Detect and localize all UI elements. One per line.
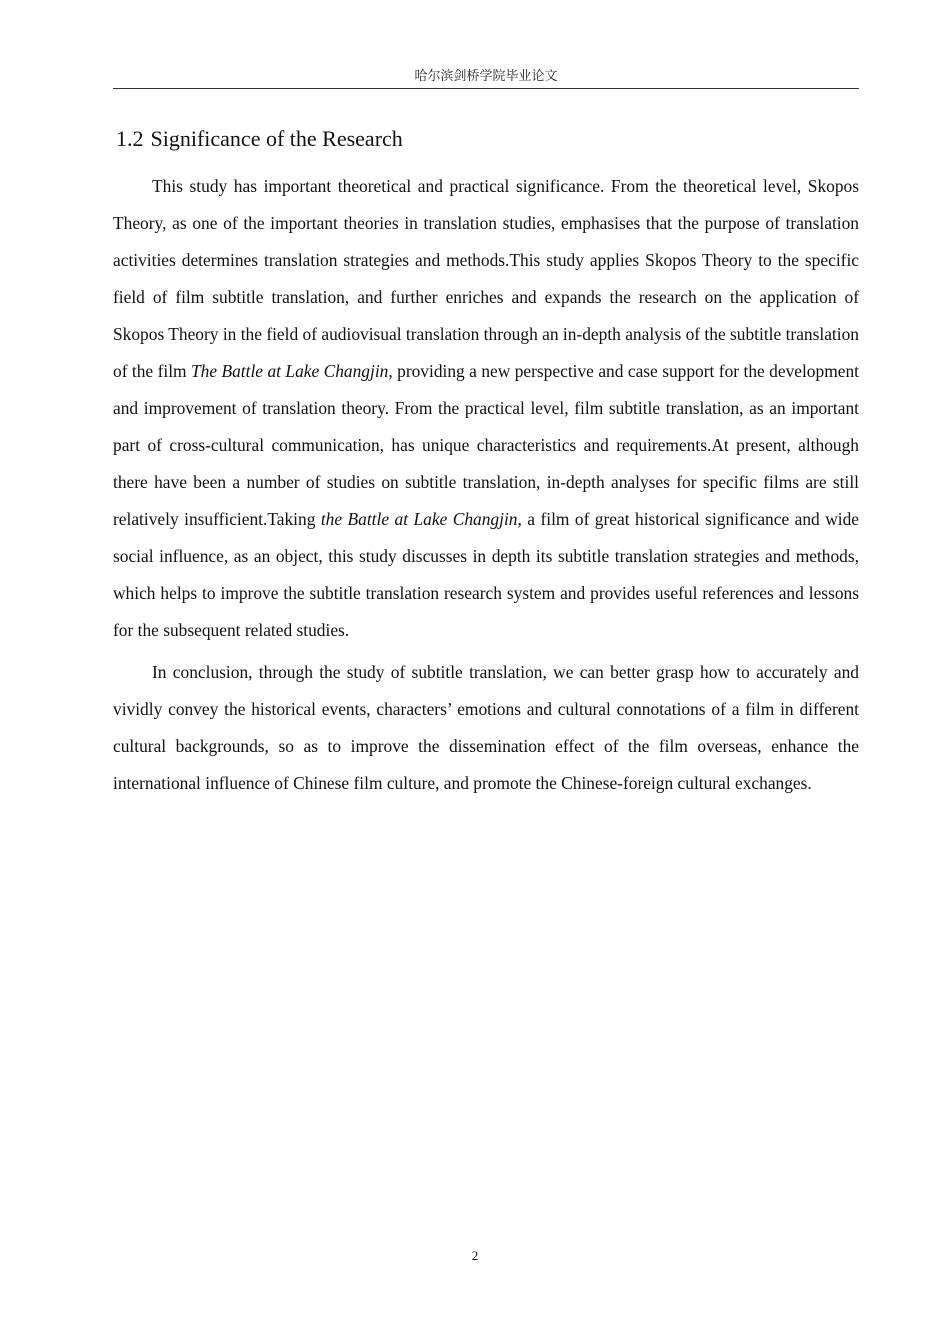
section-number: 1.2 [116, 126, 144, 151]
paragraph-text: , a film of great historical significance and wide social influence, as an object, this study discusses in depth its subtitle translation strategies and methods, which helps to improve the subtitle translation research system and provides useful references and lessons for the subsequent related studies. [113, 509, 859, 640]
header-divider [113, 88, 859, 89]
paragraph-text: This study has important theoretical and practical significance. From the theoretical level, Skopos Theory, as one of the important theories in translation studies, emphasises that the purpose of translation activities determines translation strategies and methods.This study applies Skopos Theory to the specific field of film subtitle translation, and further enriches and expands the research on the application of Skopos Theory in the field of audiovisual translation through an in-depth analysis of the subtitle translation of the film [113, 176, 859, 381]
page-number: 2 [471, 1248, 479, 1263]
film-title: The Battle at Lake Changjin [190, 361, 389, 381]
running-header: 哈尔滨剑桥学院毕业论文 [414, 68, 558, 83]
paragraph-significance [113, 168, 859, 649]
section-title: Significance of the Research [150, 126, 403, 151]
body-text [113, 168, 859, 802]
section-heading [116, 124, 403, 154]
film-title: the Battle at Lake Changjin [320, 509, 518, 529]
paragraph-text: , providing a new perspective and case support for the development and improvement of translation theory. From the practical level, film subtitle translation, as an important part of cross-cultural communication, has unique characteristics and requirements.At present, although there have been a number of studies on subtitle translation, in-depth analyses for specific films are still relatively insufficient.Taking [113, 361, 859, 529]
paragraph-conclusion [113, 654, 859, 802]
paragraph-text: In conclusion, through the study of subtitle translation, we can better grasp how to accurately and vividly convey the historical events, characters’ emotions and cultural connotations of a film in different cultural backgrounds, so as to improve the dissemination effect of the film overseas, enhance the international influence of Chinese film culture, and promote the Chinese-foreign cultural exchanges. [113, 662, 859, 793]
